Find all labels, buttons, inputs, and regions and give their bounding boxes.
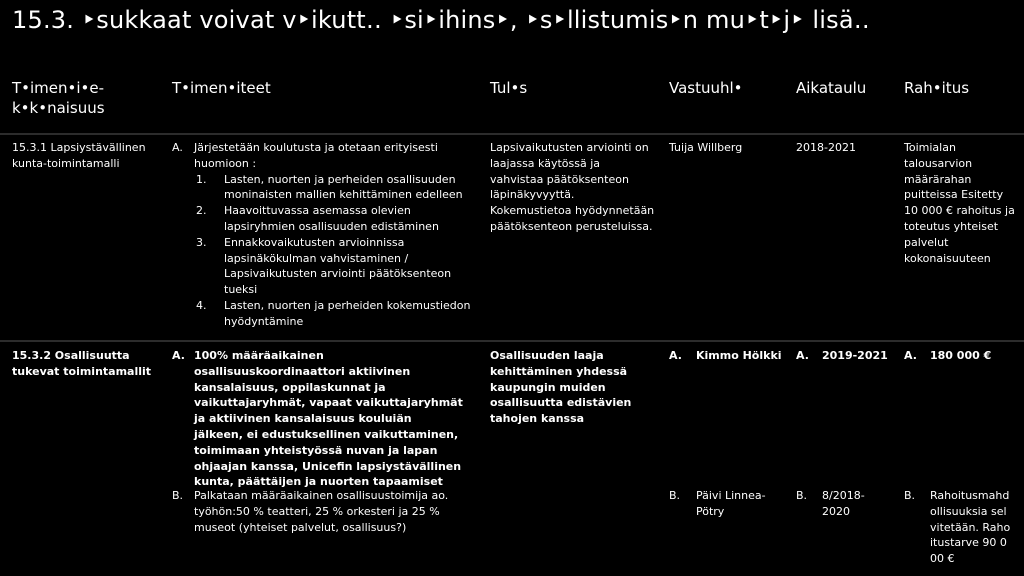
row1-funding: Toimialan talousarvion määrärahan puitteissa Esitetty 10 000 € rahoitus ja toteutus yhteiset palvelut kokonaisuuteen	[904, 141, 1015, 265]
list-item: 4. Lasten, nuorten ja perheiden kokemustiedon hyödyntämine	[196, 298, 471, 328]
slide-title: 15.3. ‣sukkaat voivat v‣ikutt‥ ‣si‣ihins‣, ‣s‣llistumis‣n mu‣t‣j‣ lisä‥	[12, 6, 870, 34]
row2a-funding: 180 000 €	[930, 349, 992, 362]
header-funding: Rah•itus	[904, 79, 970, 97]
header-entity-line2: k•k•naisuus	[12, 99, 105, 117]
row1-letter: A.	[172, 141, 183, 154]
header-schedule: Aikataulu	[796, 79, 867, 97]
row2a-schedule: 2019-2021	[822, 349, 888, 362]
row2a-resp-letter: A.	[669, 349, 682, 362]
list-item: 2. Haavoittuvassa asemassa olevien lapsiryhmien osallisuuden edistäminen	[196, 204, 439, 233]
row1-entity: 15.3.1 Lapsiystävällinen kunta-toimintamalli	[12, 141, 146, 170]
header-entity	[12, 78, 105, 118]
row2a-result: Osallisuuden laaja kehittäminen yhdessä kaupungin muiden osallisuutta edistävien tahojen kanssa	[490, 349, 632, 426]
row2a-sched-letter: A.	[796, 349, 809, 362]
row2-entity: 15.3.2 Osallisuutta tukevat toimintamallit	[12, 349, 152, 378]
row2a-responsible: Kimmo Hölkki	[696, 349, 782, 362]
row2b-fund-letter: B.	[904, 489, 916, 502]
row2b-responsible: Päivi Linnea-Pötry	[696, 489, 766, 518]
row1-actions	[194, 140, 474, 330]
header-result: Tul•s	[490, 79, 528, 97]
row2b-resp-letter: B.	[669, 489, 681, 502]
row2b-letter: B.	[172, 489, 184, 502]
row2a-fund-letter: A.	[904, 349, 917, 362]
row2b-schedule: 8/2018-2020	[822, 489, 865, 518]
row2a-letter: A.	[172, 349, 185, 362]
row2b-funding: Rahoitusmahdollisuuksia selvitetään. Rahoitustarve 90 000 €	[930, 489, 1011, 566]
list-item: 3. Ennakkovaikutusten arvioinnissa lapsinäkökulman vahvistaminen / Lapsivaikutusten arviointi päätöksenteon tueksi	[196, 235, 452, 297]
header-actions: T•imen•iteet	[172, 79, 271, 97]
row2b-sched-letter: B.	[796, 489, 808, 502]
header-responsible: Vastuuhl•	[669, 79, 743, 97]
row2b-action: Palkataan määräaikainen osallisuustoimija ao. työhön:50 % teatteri, 25 % orkesteri ja 25 % museot (yhteiset palvelut, osallisuus?)	[194, 489, 449, 534]
row1-schedule: 2018-2021	[796, 141, 856, 154]
row2a-action: 100% määräaikainen osallisuuskoordinaattori aktiivinen kansalaisuus, oppilaskunnat ja vaikuttajaryhmät, vapaat vaikuttajaryhmät ja aktiivinen kansalaisuus kouluiän jälkeen, ei edustuksellinen vaikuttaminen, toimimaan yhteistyössä nuvan ja lapan ohjaajan kanssa, Unicefin lapsiystävällinen kunta, päättäijen ja nuorten tapaamiset	[194, 349, 463, 489]
row1-result: Lapsivaikutusten arviointi on laajassa käytössä ja vahvistaa päätöksenteon läpinäkyvyyttä. Kokemustietoa hyödynnetään päätöksenteon perusteluissa.	[490, 141, 655, 233]
header-entity-line1: T•imen•i•e-	[12, 79, 105, 97]
row1-intro: Järjestetään koulutusta ja otetaan erityisesti huomioon :	[194, 141, 438, 170]
list-item: 1. Lasten, nuorten ja perheiden osallisuuden moninaisten mallien kehittäminen edelleen	[196, 172, 463, 202]
row1-action-list	[194, 172, 474, 330]
row1-responsible: Tuija Willberg	[669, 141, 743, 154]
row-divider	[0, 340, 1024, 342]
header-divider	[0, 133, 1024, 135]
